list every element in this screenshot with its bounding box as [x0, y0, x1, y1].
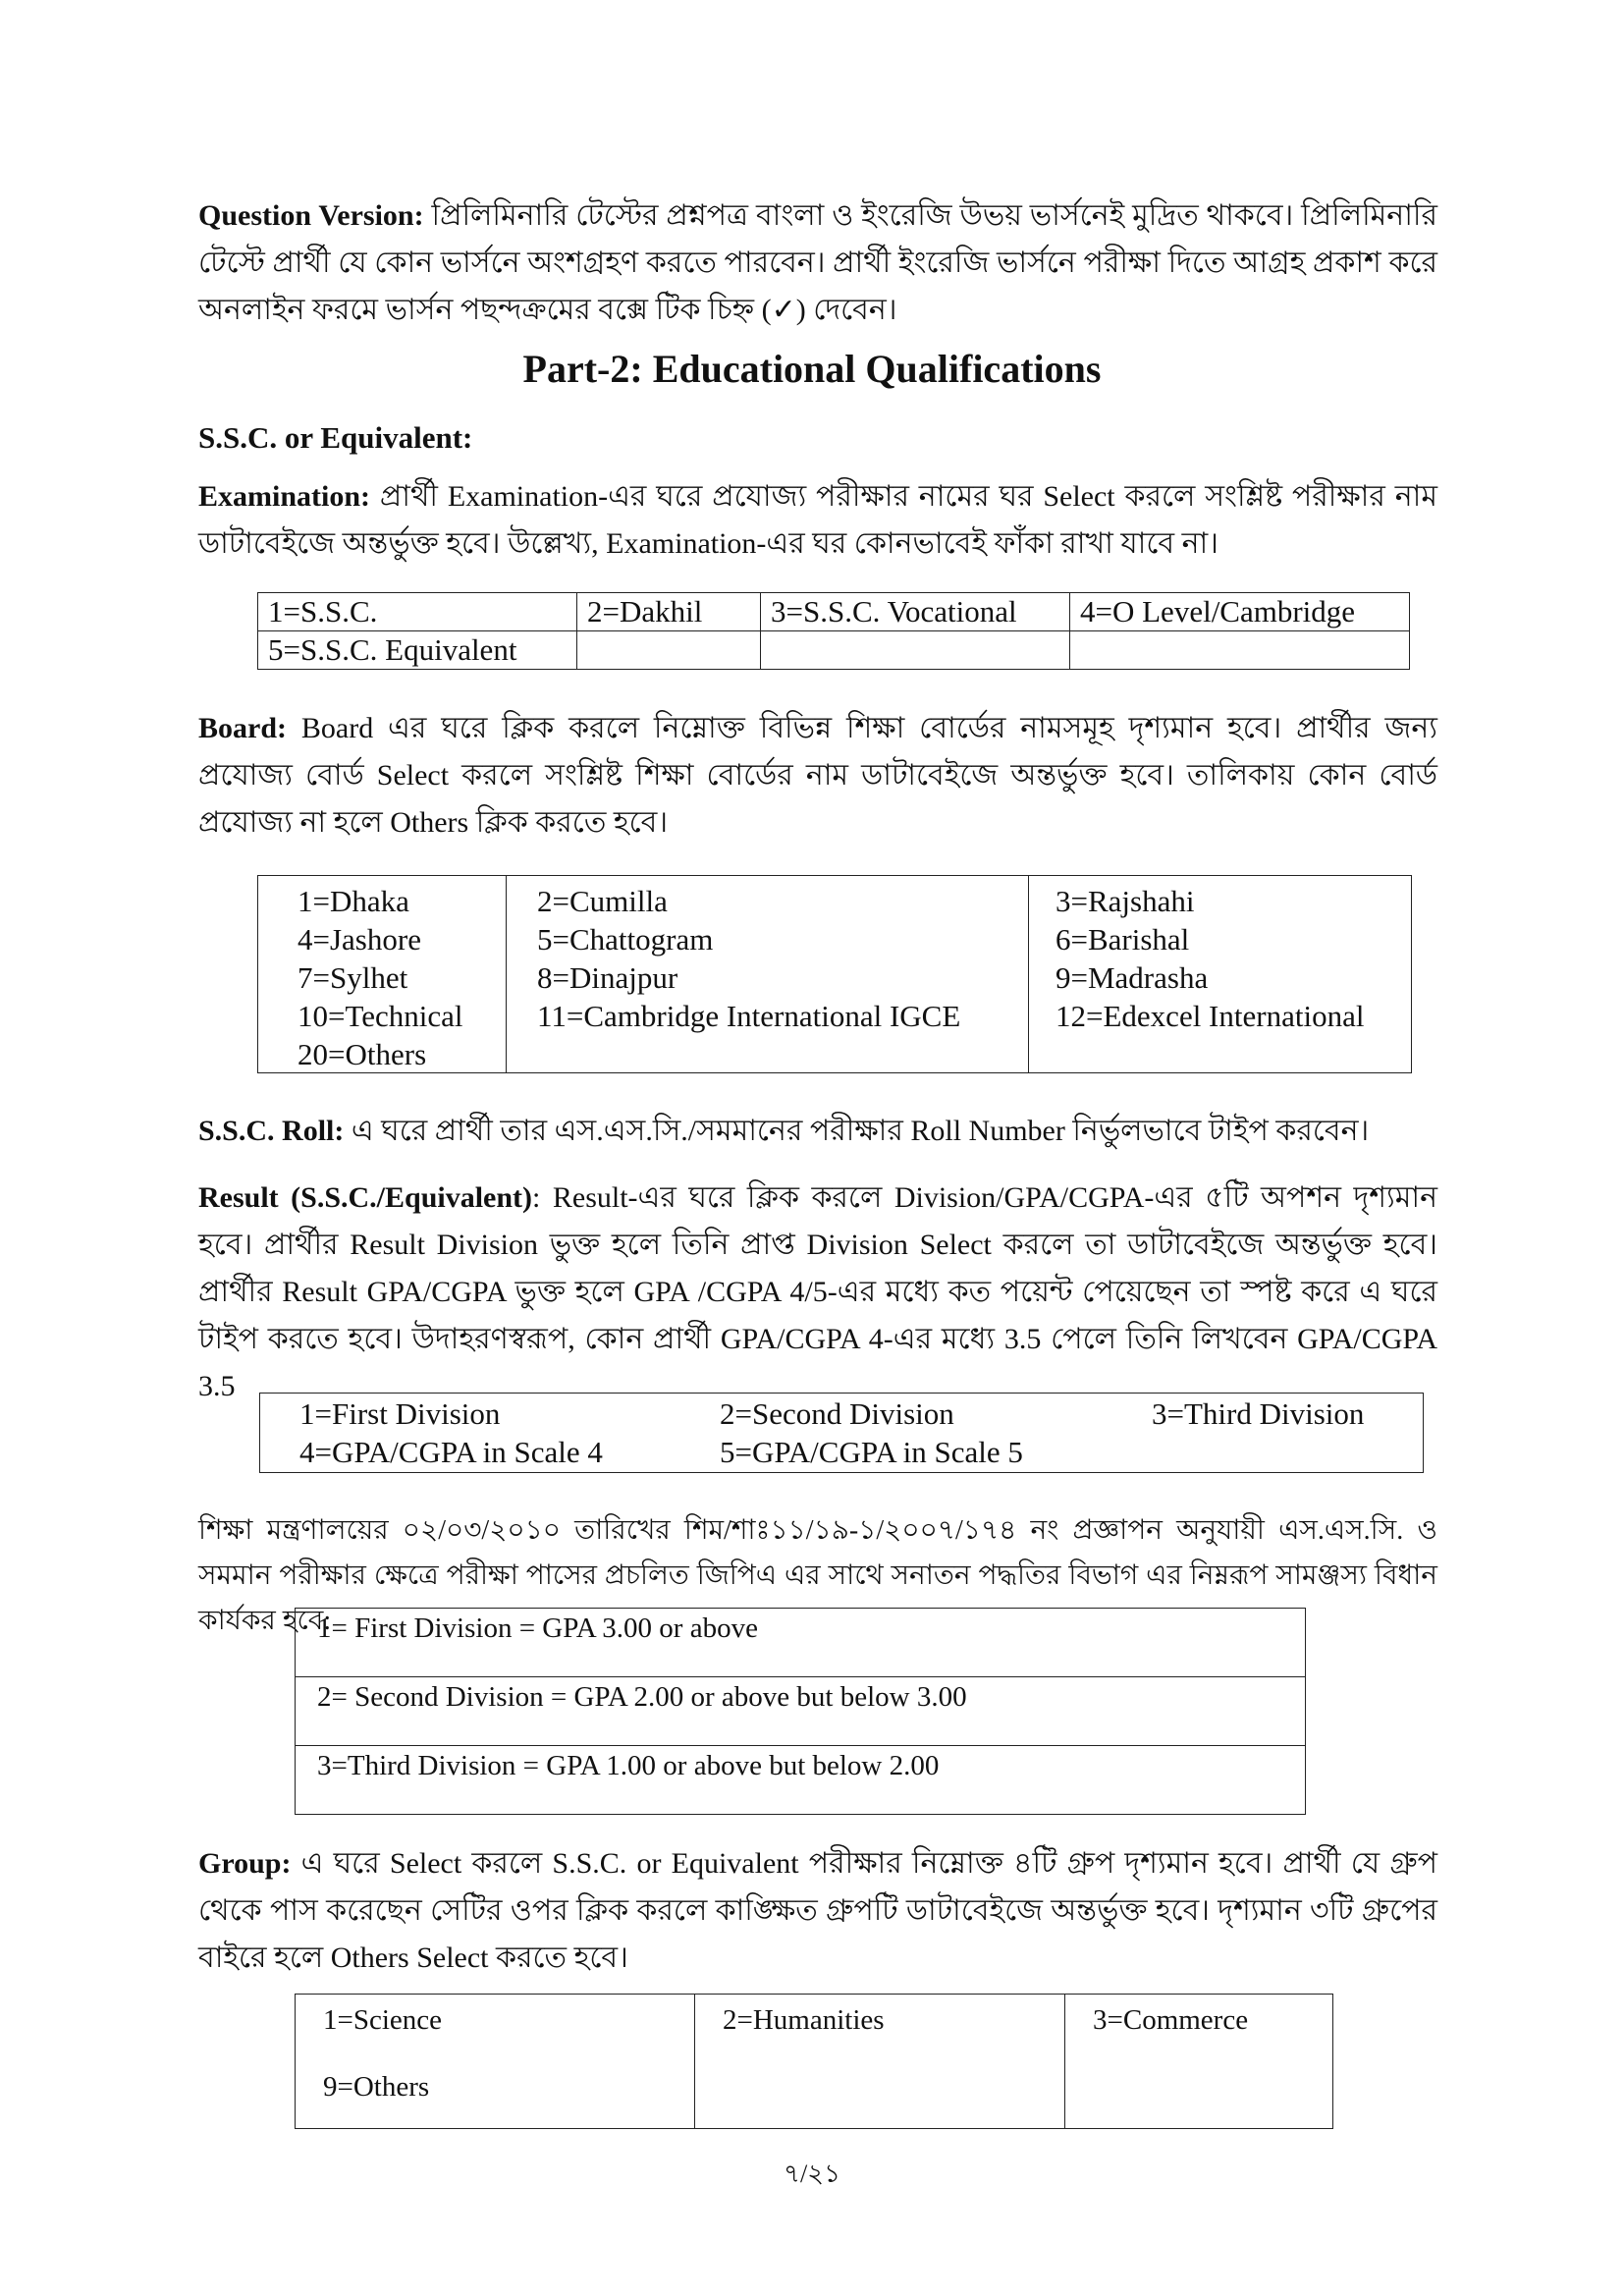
- list-item: 5=GPA/CGPA in Scale 5: [720, 1435, 1023, 1469]
- result-table: [259, 1393, 1424, 1473]
- list-item: 8=Dinajpur: [537, 960, 678, 995]
- table-row: [258, 631, 1410, 670]
- part-title: Part-2: Educational Qualifications: [522, 347, 1102, 391]
- question-version-text: প্রিলিমিনারি টেস্টের প্রশ্নপত্র বাংলা ও ইংরেজি উভয় ভার্সনেই মুদ্রিত থাকবে। প্রিলিমিনারি টেস্টে প্রার্থী যে কোন ভার্সনে অংশগ্রহণ করতে পারবেন। প্রার্থী ইংরেজি ভার্সনে পরীক্ষা দিতে আগ্রহ প্রকাশ করে অনলাইন ফরমে ভার্সন পছন্দক্রমের বক্সে টিক চিহ্ন (✓) দেবেন।: [198, 199, 1437, 326]
- list-item: 7=Sylhet: [298, 960, 408, 995]
- table-cell: 2=Dakhil: [577, 593, 761, 631]
- list-item: 3=Rajshahi: [1056, 884, 1195, 918]
- table-cell: 2= Second Division = GPA 2.00 or above but below 3.00: [296, 1677, 1306, 1746]
- list-item: 6=Barishal: [1056, 922, 1190, 957]
- table-row: [258, 593, 1410, 631]
- table-row: [296, 1995, 1333, 2129]
- list-item: 11=Cambridge International IGCE: [537, 999, 961, 1033]
- ssc-roll-text: এ ঘরে প্রার্থী তার এস.এস.সি./সমমানের পরীক্ষার Roll Number নির্ভুলভাবে টাইপ করবেন।: [351, 1115, 1370, 1147]
- result-column-3: [1152, 1394, 1364, 1433]
- list-item: 1=First Division: [299, 1396, 501, 1431]
- list-item: 4=Jashore: [298, 922, 421, 957]
- ssc-roll-label: S.S.C. Roll:: [198, 1115, 345, 1147]
- table-divider: [506, 876, 507, 1072]
- result-label: Result (S.S.C./Equivalent): [198, 1181, 533, 1214]
- table-row: [296, 1609, 1306, 1677]
- list-item: 2=Second Division: [720, 1396, 954, 1431]
- table-cell: [577, 631, 761, 670]
- list-item: 2=Humanities: [723, 2004, 885, 2036]
- list-item: 9=Others: [323, 2071, 430, 2103]
- list-item: 2=Cumilla: [537, 884, 668, 918]
- table-cell: [1070, 631, 1410, 670]
- board-column-2: [537, 882, 960, 1035]
- board-section: [198, 705, 1437, 847]
- list-item: 12=Edexcel International: [1056, 999, 1365, 1033]
- result-column-2: [720, 1394, 1023, 1471]
- table-cell: 3=Third Division = GPA 1.00 or above but below 2.00: [296, 1746, 1306, 1815]
- page-number: ৭/২১: [784, 2159, 840, 2188]
- examination-text: প্রার্থী Examination-এর ঘরে প্রযোজ্য পরীক্ষার নামের ঘর Select করলে সংশ্লিষ্ট পরীক্ষার নাম ডাটাবেইজে অন্তর্ভুক্ত হবে। উল্লেখ্য, Examination-এর ঘর কোনভাবেই ফাঁকা রাখা যাবে না।: [198, 480, 1437, 560]
- table-cell: [695, 1995, 1065, 2129]
- examination-section: [198, 473, 1437, 568]
- group-section: [198, 1840, 1437, 1982]
- board-label: Board:: [198, 712, 287, 744]
- table-cell: 1= First Division = GPA 3.00 or above: [296, 1609, 1306, 1677]
- examination-label: Examination:: [198, 480, 371, 513]
- list-item: 20=Others: [298, 1037, 427, 1071]
- board-column-3: [1056, 882, 1364, 1035]
- table-cell: [1065, 1995, 1333, 2129]
- table-cell: 4=O Level/Cambridge: [1070, 593, 1410, 631]
- ministry-note: শিক্ষা মন্ত্রণালয়ের ০২/০৩/২০১০ তারিখের শিম/শাঃ১১/১৯-১/২০০৭/১৭৪ নং প্রজ্ঞাপন অনুযায়ী এস.এস.সি. ও সমমান পরীক্ষার ক্ষেত্রে পরীক্ষা পাসের প্রচলিত জিপিএ এর সাথে সনাতন পদ্ধতির বিভাগ এর নিম্নরূপ সামঞ্জস্য বিধান কার্যকর হবে:: [198, 1515, 1437, 1636]
- table-cell: 3=S.S.C. Vocational: [761, 593, 1070, 631]
- result-section: [198, 1175, 1437, 1410]
- board-table: [257, 875, 1412, 1073]
- ssc-roll-section: [198, 1108, 1437, 1155]
- gpa-equivalence-table: [295, 1608, 1306, 1815]
- question-version-label: Question Version:: [198, 199, 424, 232]
- table-cell: 1=S.S.C.: [258, 593, 577, 631]
- board-text: Board এর ঘরে ক্লিক করলে নিম্নোক্ত বিভিন্ন শিক্ষা বোর্ডের নামসমূহ দৃশ্যমান হবে। প্রার্থীর জন্য প্রযোজ্য বোর্ড Select করলে সংশ্লিষ্ট শিক্ষা বোর্ডের নাম ডাটাবেইজে অন্তর্ভুক্ত হবে। তালিকায় কোন বোর্ড প্রযোজ্য না হলে Others ক্লিক করতে হবে।: [198, 712, 1438, 839]
- list-item: 1=Dhaka: [298, 884, 409, 918]
- table-row: [296, 1746, 1306, 1815]
- table-cell: [296, 1995, 695, 2129]
- list-item: 3=Commerce: [1093, 2004, 1249, 2036]
- list-item: 1=Science: [323, 2004, 443, 2036]
- table-cell: [761, 631, 1070, 670]
- ssc-heading: S.S.C. or Equivalent:: [198, 420, 473, 455]
- table-divider: [1028, 876, 1029, 1072]
- group-label: Group:: [198, 1847, 292, 1880]
- group-text: এ ঘরে Select করলে S.S.C. or Equivalent পরীক্ষার নিম্নোক্ত ৪টি গ্রুপ দৃশ্যমান হবে। প্রার্থী যে গ্রুপ থেকে পাস করেছেন সেটির ওপর ক্লিক করলে কাঙ্ক্ষিত গ্রুপটি ডাটাবেইজে অন্তর্ভুক্ত হবে। দৃশ্যমান ৩টি গ্রুপের বাইরে হলে Others Select করতে হবে।: [198, 1847, 1437, 1974]
- list-item: 4=GPA/CGPA in Scale 4: [299, 1435, 603, 1469]
- examination-table: [257, 592, 1410, 670]
- table-cell: 5=S.S.C. Equivalent: [258, 631, 577, 670]
- question-version-section: [198, 192, 1437, 334]
- result-column-1: [299, 1394, 603, 1471]
- result-text: : Result-এর ঘরে ক্লিক করলে Division/GPA/CGPA-এর ৫টি অপশন দৃশ্যমান হবে। প্রার্থীর Result Division ভুক্ত হলে তিনি প্রাপ্ত Division Select করলে তা ডাটাবেইজে অন্তর্ভুক্ত হবে। প্রার্থীর Result GPA/CGPA ভুক্ত হলে GPA /CGPA 4/5-এর মধ্যে কত পয়েন্ট পেয়েছেন তা স্পষ্ট করে এ ঘরে টাইপ করতে হবে। উদাহরণস্বরূপ, কোন প্রার্থী GPA/CGPA 4-এর মধ্যে 3.5 পেলে তিনি লিখবেন GPA/CGPA 3.5: [198, 1181, 1438, 1402]
- list-item: 5=Chattogram: [537, 922, 714, 957]
- table-row: [296, 1677, 1306, 1746]
- list-item: 3=Third Division: [1152, 1396, 1365, 1431]
- list-item: 10=Technical: [298, 999, 463, 1033]
- board-column-1: [298, 882, 463, 1073]
- list-item: 9=Madrasha: [1056, 960, 1209, 995]
- group-table: [295, 1994, 1333, 2129]
